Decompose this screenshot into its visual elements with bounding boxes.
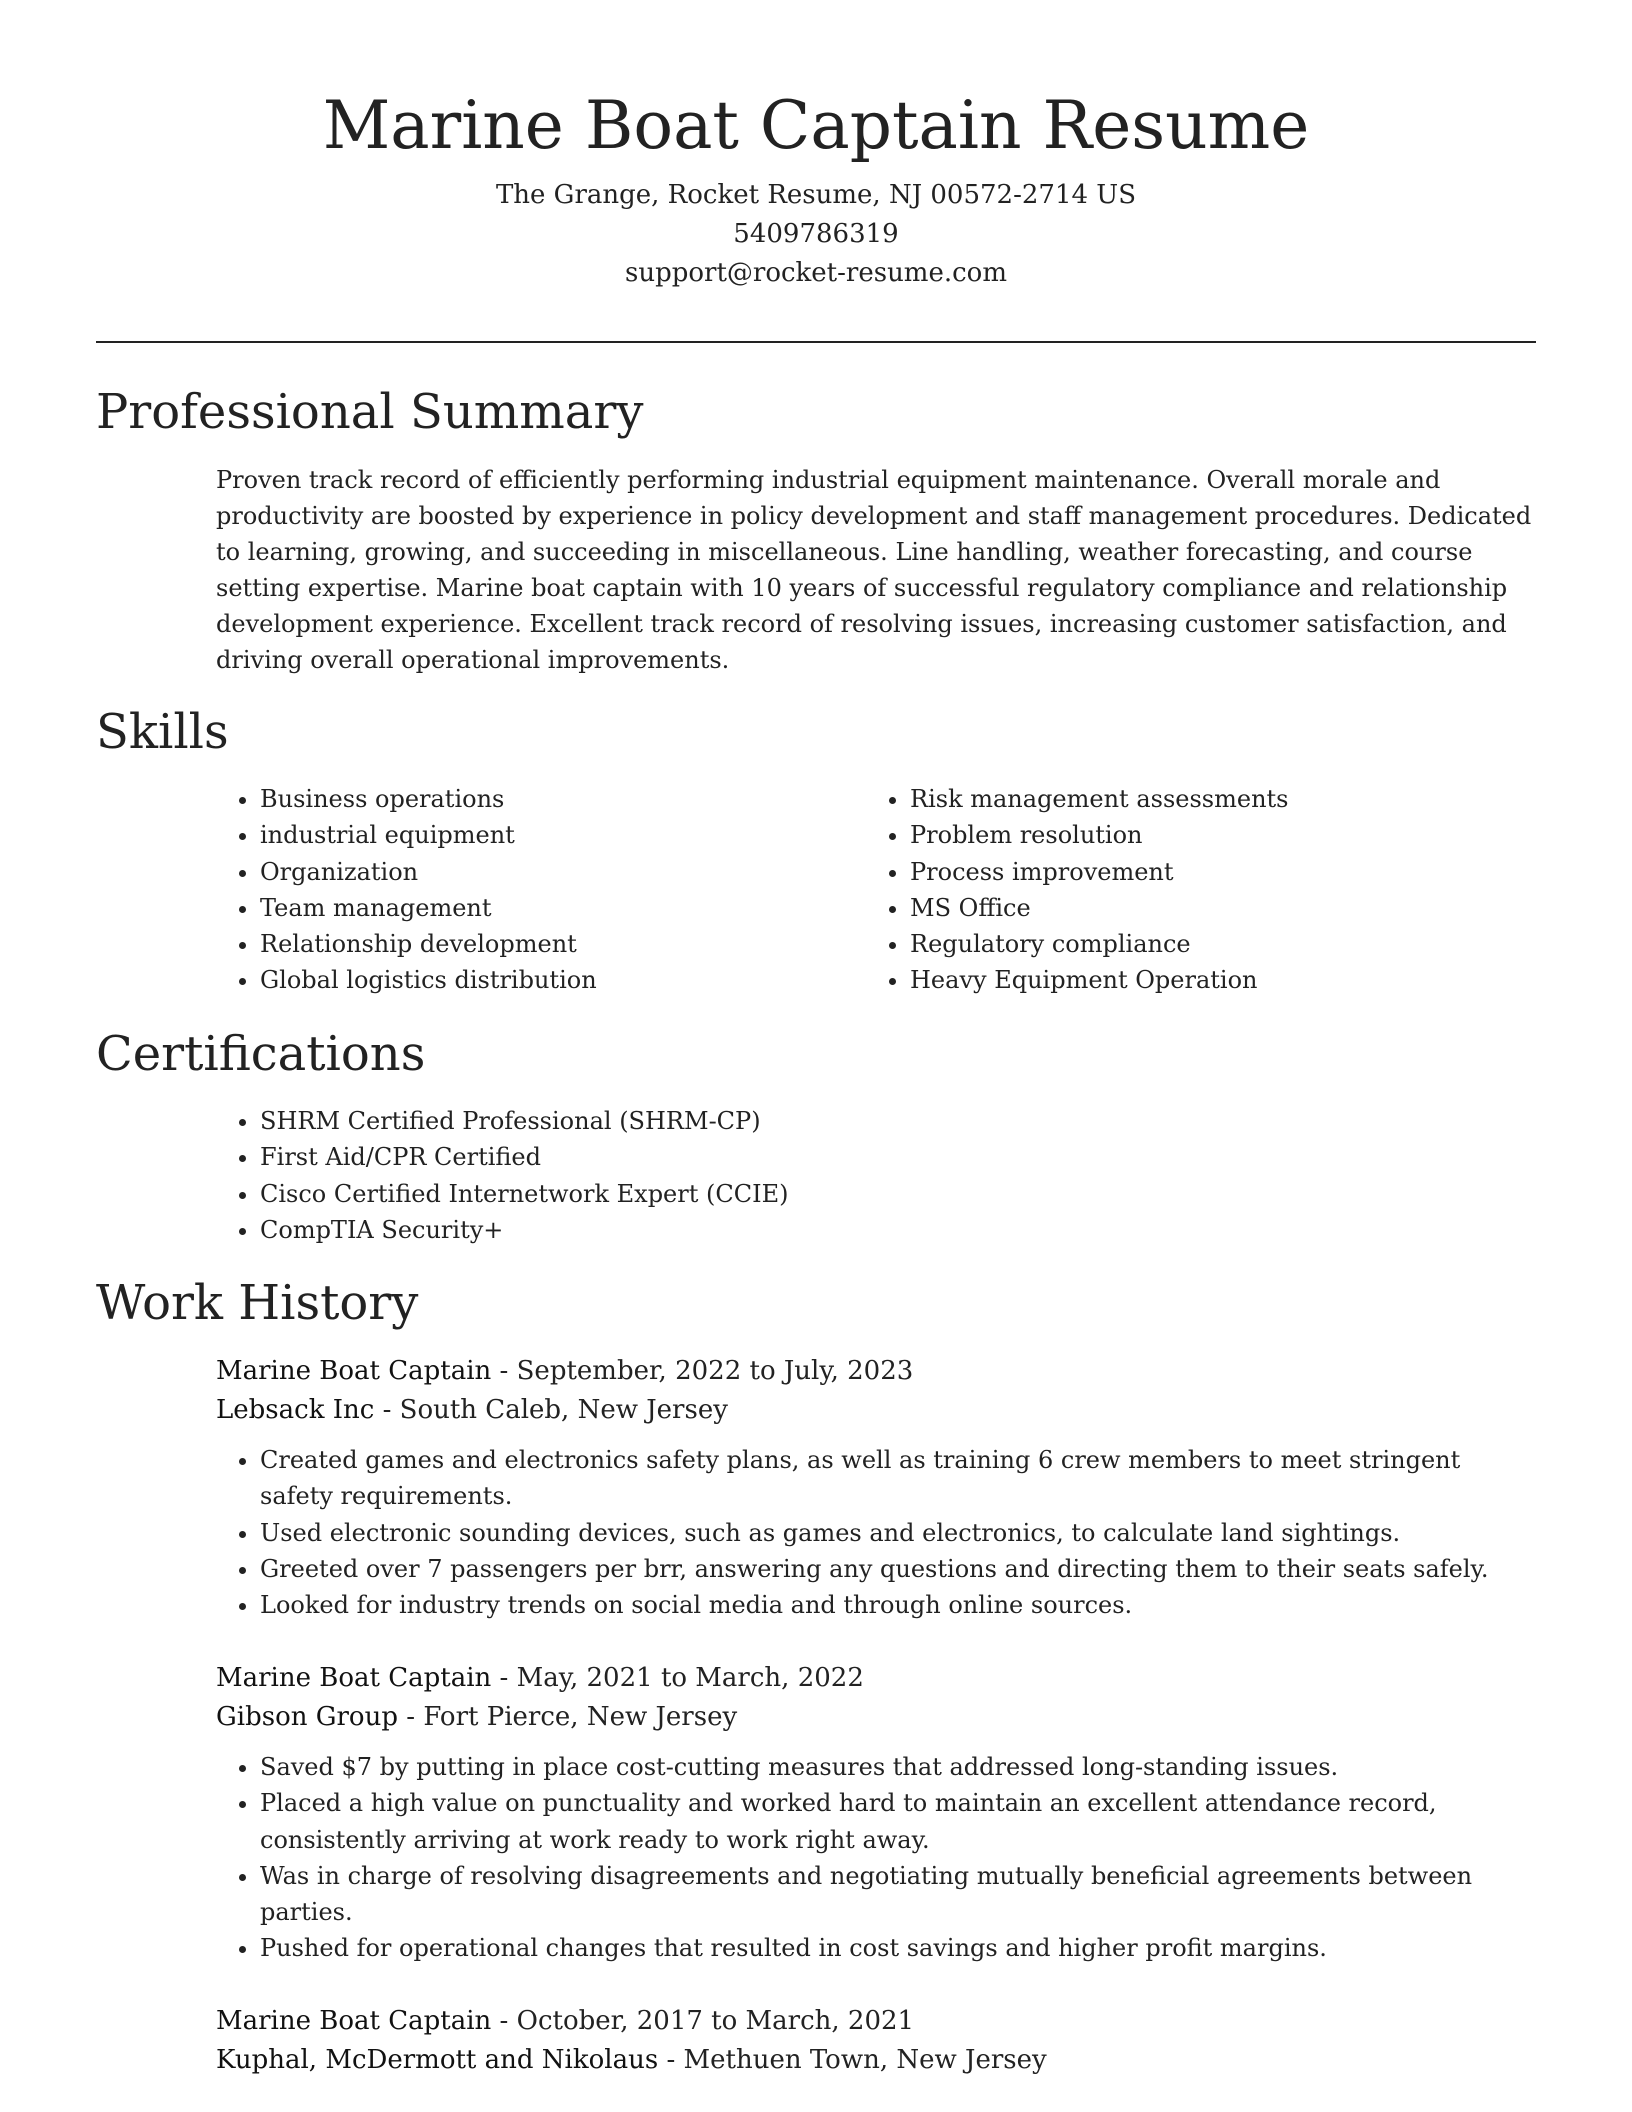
- contact-email: support@rocket-resume.com: [624, 258, 1007, 288]
- skill-item: • Global logistics distribution: [260, 962, 856, 998]
- job-company: Kuphal, McDermott and Nikolaus: [216, 2045, 659, 2075]
- certification-item: • CompTIA Security+: [260, 1212, 1536, 1248]
- skill-item: • Team management: [260, 890, 856, 926]
- job-location: Fort Pierce, New Jersey: [423, 1702, 738, 1732]
- skill-item: • Organization: [260, 854, 856, 890]
- skill-item: • Risk management assessments: [910, 781, 1506, 817]
- job-company-line: [216, 1391, 1536, 1430]
- job-bullet: • Looked for industry trends on social media and through online sources.: [260, 1587, 1536, 1623]
- job-separator: -: [491, 2006, 517, 2036]
- skill-item: • Business operations: [260, 781, 856, 817]
- job-location: Methuen Town, New Jersey: [683, 2045, 1047, 2075]
- certifications-heading: Certifications: [96, 1026, 426, 1082]
- resume-title: Marine Boat Captain Resume: [322, 87, 1310, 164]
- job-company: Lebsack Inc: [216, 1395, 375, 1425]
- job-title: Marine Boat Captain: [216, 2006, 492, 2036]
- job-dates: October, 2017 to March, 2021: [516, 2006, 915, 2036]
- skill-item: • MS Office: [910, 890, 1506, 926]
- job-bullet: • Created games and electronics safety plans, as well as training 6 crew members to meet stringent safety requirements.: [260, 1442, 1536, 1515]
- skill-item: • Relationship development: [260, 926, 856, 962]
- job-bullet: • Pushed for operational changes that resulted in cost savings and higher profit margins.: [260, 1930, 1536, 1966]
- job-separator: -: [374, 1395, 400, 1425]
- job-title: Marine Boat Captain: [216, 1663, 492, 1693]
- skills-list-left: [216, 781, 856, 999]
- job-bullet: • Placed a high value on punctuality and worked hard to maintain an excellent attendance record, consistently arriving at work ready to work right away.: [260, 1785, 1536, 1858]
- job-separator: -: [397, 1702, 424, 1732]
- job-separator: -: [491, 1663, 517, 1693]
- certification-item: • First Aid/CPR Certified: [260, 1139, 1536, 1175]
- resume-header: [0, 84, 1632, 293]
- work-history-heading: Work History: [96, 1275, 419, 1331]
- job-title-line: [216, 1659, 1536, 1698]
- job-bullets: [216, 1442, 1536, 1623]
- skills-heading: Skills: [96, 704, 229, 760]
- skill-item: • Regulatory compliance: [910, 926, 1506, 962]
- job-bullet: • Saved $7 by putting in place cost-cutting measures that addressed long-standing issues.: [260, 1749, 1536, 1785]
- skills-left-column: [216, 781, 856, 999]
- job-entry: [216, 1659, 1536, 1967]
- job-title: Marine Boat Captain: [216, 1356, 492, 1386]
- summary-heading: Professional Summary: [96, 384, 644, 440]
- skill-item: • Process improvement: [910, 854, 1506, 890]
- job-bullet: • Was in charge of resolving disagreements and negotiating mutually beneficial agreements between parties.: [260, 1858, 1536, 1931]
- certifications-list: [216, 1103, 1536, 1248]
- summary-text: Proven track record of efficiently performing industrial equipment maintenance. Overall morale and productivity are boosted by experience in policy development and staff management procedures. Dedicated to learning, growing, and succeeding in miscellaneous. Line handling, weather forecasting, and course setting expertise. Marine boat captain with 10 years of successful regulatory compliance and relationship development experience. Excellent track record of resolving issues, increasing customer satisfaction, and driving overall operational improvements.: [216, 466, 1532, 674]
- job-location: South Caleb, New Jersey: [399, 1395, 728, 1425]
- job-separator: -: [491, 1356, 517, 1386]
- skills-list-right: [866, 781, 1506, 999]
- contact-address: The Grange, Rocket Resume, NJ 00572-2714 US: [495, 180, 1137, 210]
- job-bullet: • Used electronic sounding devices, such as games and electronics, to calculate land sightings.: [260, 1515, 1536, 1551]
- job-dates: May, 2021 to March, 2022: [516, 1663, 864, 1693]
- job-company: Gibson Group: [216, 1702, 398, 1732]
- job-bullet: • Greeted over 7 passengers per brr, answering any questions and directing them to their seats safely.: [260, 1551, 1536, 1587]
- certification-item: • Cisco Certified Internetwork Expert (CCIE): [260, 1176, 1536, 1212]
- job-entry: [216, 2002, 1536, 2080]
- job-bullets: [216, 1749, 1536, 1967]
- job-company-line: [216, 1698, 1536, 1737]
- header-divider: [96, 341, 1536, 343]
- skills-right-column: [866, 781, 1506, 999]
- skill-item: • Problem resolution: [910, 817, 1506, 853]
- contact-block: [0, 176, 1632, 293]
- job-separator: -: [658, 2045, 684, 2075]
- job-dates: September, 2022 to July, 2023: [516, 1356, 914, 1386]
- job-title-line: [216, 1352, 1536, 1391]
- skill-item: • Heavy Equipment Operation: [910, 962, 1506, 998]
- skill-item: • industrial equipment: [260, 817, 856, 853]
- job-company-line: [216, 2041, 1536, 2080]
- certification-item: • SHRM Certified Professional (SHRM-CP): [260, 1103, 1536, 1139]
- certifications-block: [216, 1103, 1536, 1248]
- job-entry: [216, 1352, 1536, 1623]
- contact-phone: 5409786319: [733, 219, 899, 249]
- job-title-line: [216, 2002, 1536, 2041]
